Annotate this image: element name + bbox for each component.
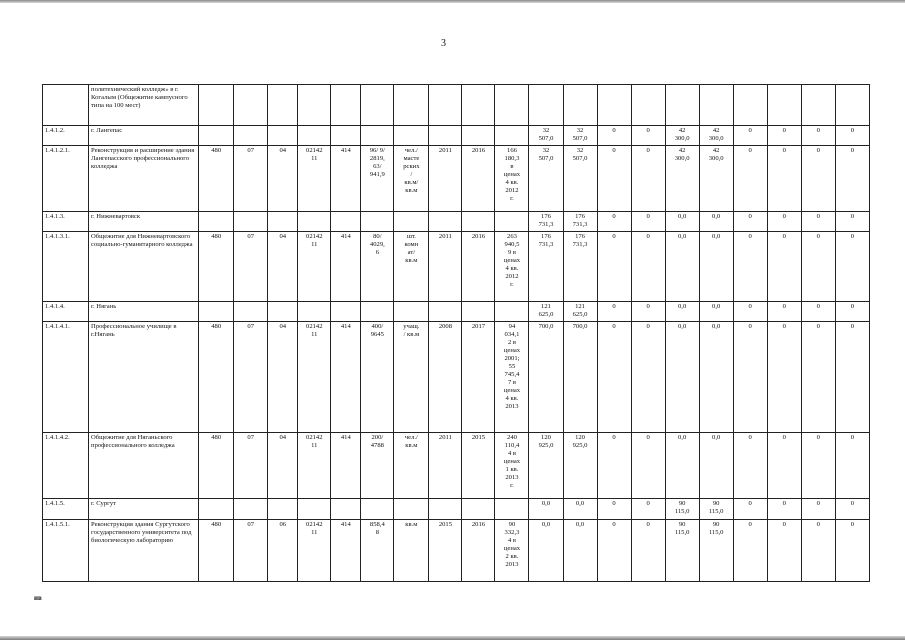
table-cell-c9: 2016 <box>462 146 495 212</box>
table-cell-v8: 0 <box>767 302 801 322</box>
table-cell-v6 <box>699 85 733 126</box>
construction-objects-table <box>42 84 870 582</box>
table-cell-c5: 414 <box>331 433 361 499</box>
table-cell-v10: 0 <box>835 302 869 322</box>
table-cell-c9 <box>462 212 495 232</box>
table-cell-v10: 0 <box>835 146 869 212</box>
table-cell-v2: 32 507,0 <box>563 146 597 212</box>
table-cell-v7: 0 <box>733 302 767 322</box>
table-cell-c7 <box>394 499 429 520</box>
table-cell-v5: 0,0 <box>665 302 699 322</box>
table-row <box>43 85 870 126</box>
table-cell-v8: 0 <box>767 126 801 146</box>
table-cell-v7: 0 <box>733 520 767 582</box>
table-cell-v1: 121 625,0 <box>529 302 563 322</box>
table-row <box>43 433 870 499</box>
table-cell-c10: 94 034,1 2 в ценах 2001; 55 745,4 7 в ценах 4 кв. 2013 <box>495 322 529 433</box>
table-cell-num: 1.4.1.2. <box>43 126 89 146</box>
table-cell-v8 <box>767 85 801 126</box>
table-cell-c3 <box>268 499 298 520</box>
table-cell-name: политехнический колледж» в г. Когалым (Общежитие кампусного типа на 100 мест) <box>89 85 199 126</box>
table-cell-v9: 0 <box>801 232 835 302</box>
table-cell-name: Профессиональное училище в г.Нягань <box>89 322 199 433</box>
table-cell-num <box>43 85 89 126</box>
table-cell-c9: 2015 <box>462 433 495 499</box>
table-cell-v2: 176 731,3 <box>563 212 597 232</box>
table-cell-num: 1.4.1.2.1. <box>43 146 89 212</box>
table-cell-c2: 07 <box>234 232 268 302</box>
table-cell-c5 <box>331 302 361 322</box>
table-cell-c4: 02142 11 <box>298 322 331 433</box>
table-cell-c4 <box>298 499 331 520</box>
table-cell-c3: 04 <box>268 322 298 433</box>
table-cell-v1: 32 507,0 <box>529 126 563 146</box>
table-cell-c8: 2008 <box>429 322 462 433</box>
table-cell-c10 <box>495 499 529 520</box>
table-cell-c1: 480 <box>199 322 234 433</box>
table-cell-c3 <box>268 212 298 232</box>
table-cell-c9 <box>462 499 495 520</box>
table-cell-c4 <box>298 126 331 146</box>
table-cell-c6: 80/ 4029, 6 <box>361 232 394 302</box>
table-cell-c8: 2011 <box>429 146 462 212</box>
table-cell-c7: чел./ масте рских / кв.м/ кв.м <box>394 146 429 212</box>
table-cell-v5: 0,0 <box>665 232 699 302</box>
table-cell-c3: 04 <box>268 433 298 499</box>
table-cell-v5: 0,0 <box>665 433 699 499</box>
table-cell-num: 1.4.1.3. <box>43 212 89 232</box>
table-cell-v5: 0,0 <box>665 322 699 433</box>
table-row <box>43 302 870 322</box>
table-cell-c4 <box>298 302 331 322</box>
table-cell-name: г. Нижневартовск <box>89 212 199 232</box>
table-cell-c3 <box>268 85 298 126</box>
table-cell-v1: 176 731,3 <box>529 232 563 302</box>
table-cell-v7: 0 <box>733 126 767 146</box>
table-row <box>43 232 870 302</box>
table-cell-c10 <box>495 126 529 146</box>
table-cell-c4 <box>298 85 331 126</box>
table-cell-num: 1.4.1.4. <box>43 302 89 322</box>
table-cell-c2: 07 <box>234 146 268 212</box>
table-cell-v7 <box>733 85 767 126</box>
table-cell-c3 <box>268 126 298 146</box>
table-cell-name: г. Сургут <box>89 499 199 520</box>
table-cell-name: г. Нягань <box>89 302 199 322</box>
table-cell-v3: 0 <box>597 232 631 302</box>
table-cell-v6: 0,0 <box>699 302 733 322</box>
table-cell-v10 <box>835 85 869 126</box>
table-cell-c6 <box>361 302 394 322</box>
table-cell-v7: 0 <box>733 212 767 232</box>
table-cell-v3: 0 <box>597 433 631 499</box>
table-cell-name: Общежитие для Няганьского профессионального колледжа <box>89 433 199 499</box>
scan-edge-bottom <box>0 636 905 640</box>
table-cell-c2: 07 <box>234 322 268 433</box>
table-cell-c9 <box>462 85 495 126</box>
table-cell-c2 <box>234 126 268 146</box>
table-cell-v2: 32 507,0 <box>563 126 597 146</box>
table-cell-c6 <box>361 85 394 126</box>
table-cell-v8: 0 <box>767 433 801 499</box>
table-cell-c6: 96/ 9/ 2819, 63/ 941,9 <box>361 146 394 212</box>
table-cell-v3: 0 <box>597 322 631 433</box>
table-cell-v3: 0 <box>597 499 631 520</box>
table-cell-v7: 0 <box>733 322 767 433</box>
table-cell-v2: 120 925,0 <box>563 433 597 499</box>
table-cell-c1 <box>199 85 234 126</box>
table-cell-c1 <box>199 499 234 520</box>
table-cell-c1 <box>199 212 234 232</box>
table-cell-v6: 42 300,0 <box>699 146 733 212</box>
table-cell-c2 <box>234 85 268 126</box>
table-cell-c1: 480 <box>199 232 234 302</box>
table-cell-c8 <box>429 85 462 126</box>
table-cell-name: Реконструкция и расширение здания Лангепасского профессионального колледжа <box>89 146 199 212</box>
table-cell-v6: 42 300,0 <box>699 126 733 146</box>
table-row <box>43 126 870 146</box>
table-cell-c5: 414 <box>331 232 361 302</box>
table-cell-c10: 263 940,5 9 в ценах 4 кв. 2012 г. <box>495 232 529 302</box>
table-cell-v3: 0 <box>597 520 631 582</box>
table-cell-c7: чел./ кв.м <box>394 433 429 499</box>
table-cell-c3: 06 <box>268 520 298 582</box>
table-cell-c6: 858,4 8 <box>361 520 394 582</box>
table-cell-v4: 0 <box>631 322 665 433</box>
table-cell-v6: 0,0 <box>699 212 733 232</box>
table-cell-v10: 0 <box>835 499 869 520</box>
table-cell-c1 <box>199 126 234 146</box>
table-cell-num: 1.4.1.5. <box>43 499 89 520</box>
table-cell-c6 <box>361 126 394 146</box>
table-cell-c7: учащ. / кв.м <box>394 322 429 433</box>
table-cell-v10: 0 <box>835 212 869 232</box>
table-cell-c5 <box>331 126 361 146</box>
table-cell-v2 <box>563 85 597 126</box>
table-cell-v4: 0 <box>631 212 665 232</box>
table-body <box>43 85 870 582</box>
table-cell-v8: 0 <box>767 322 801 433</box>
table-cell-c8 <box>429 126 462 146</box>
table-cell-name: Общежитие для Нижневартовского социально-гуманитарного колледжа <box>89 232 199 302</box>
table-cell-v1: 32 507,0 <box>529 146 563 212</box>
table-cell-v10: 0 <box>835 520 869 582</box>
table-cell-v7: 0 <box>733 146 767 212</box>
table-cell-v1: 176 731,3 <box>529 212 563 232</box>
table-cell-v4: 0 <box>631 146 665 212</box>
table-cell-v2: 0,0 <box>563 499 597 520</box>
table-cell-v9: 0 <box>801 146 835 212</box>
table-cell-v6: 0,0 <box>699 433 733 499</box>
table-cell-v8: 0 <box>767 520 801 582</box>
table-cell-c7: кв.м <box>394 520 429 582</box>
table-cell-c8: 2011 <box>429 232 462 302</box>
table-cell-v5: 42 300,0 <box>665 126 699 146</box>
table-cell-v7: 0 <box>733 433 767 499</box>
table-cell-v3: 0 <box>597 126 631 146</box>
table-cell-name: Реконструкция здания Сургутского государственного университета под биологическую лабораторию <box>89 520 199 582</box>
table-cell-c2 <box>234 302 268 322</box>
table-cell-v3: 0 <box>597 302 631 322</box>
table-cell-c9: 2016 <box>462 520 495 582</box>
table-cell-v1 <box>529 85 563 126</box>
table-cell-v5 <box>665 85 699 126</box>
table-cell-c7 <box>394 126 429 146</box>
table-cell-num: 1.4.1.5.1. <box>43 520 89 582</box>
table-cell-v9: 0 <box>801 212 835 232</box>
table-cell-c8 <box>429 499 462 520</box>
table-cell-c6: 200/ 4788 <box>361 433 394 499</box>
table-cell-v2: 0,0 <box>563 520 597 582</box>
table-cell-c5 <box>331 85 361 126</box>
table-cell-v1: 0,0 <box>529 499 563 520</box>
table-cell-c4 <box>298 212 331 232</box>
table-cell-v6: 90 115,0 <box>699 520 733 582</box>
table-cell-c1 <box>199 302 234 322</box>
table-cell-c6: 400/ 9645 <box>361 322 394 433</box>
table-cell-c1: 480 <box>199 433 234 499</box>
table-cell-c4: 02142 11 <box>298 232 331 302</box>
table-cell-v9: 0 <box>801 126 835 146</box>
table-cell-v6: 0,0 <box>699 232 733 302</box>
table-cell-c5: 414 <box>331 520 361 582</box>
table-row <box>43 520 870 582</box>
table-cell-v8: 0 <box>767 499 801 520</box>
table-cell-v5: 90 115,0 <box>665 499 699 520</box>
table-cell-c3: 04 <box>268 146 298 212</box>
table-cell-c5 <box>331 499 361 520</box>
table-cell-v5: 0,0 <box>665 212 699 232</box>
table-cell-c10 <box>495 85 529 126</box>
table-cell-v9: 0 <box>801 302 835 322</box>
table-cell-v4 <box>631 85 665 126</box>
table-row <box>43 499 870 520</box>
footer-mark: ив <box>34 594 42 602</box>
table-row <box>43 146 870 212</box>
table-cell-c4: 02142 11 <box>298 146 331 212</box>
table-cell-c7 <box>394 212 429 232</box>
table-cell-v3 <box>597 85 631 126</box>
table-cell-c9 <box>462 126 495 146</box>
table-cell-c5 <box>331 212 361 232</box>
table-cell-v10: 0 <box>835 232 869 302</box>
table-cell-v4: 0 <box>631 433 665 499</box>
table-cell-v4: 0 <box>631 126 665 146</box>
table-cell-v6: 90 115,0 <box>699 499 733 520</box>
table-cell-c5: 414 <box>331 146 361 212</box>
table-cell-c6 <box>361 499 394 520</box>
table-cell-c8: 2015 <box>429 520 462 582</box>
table-cell-v2: 121 625,0 <box>563 302 597 322</box>
table-cell-c1: 480 <box>199 146 234 212</box>
table-cell-v3: 0 <box>597 146 631 212</box>
table-cell-v9: 0 <box>801 433 835 499</box>
table-row <box>43 212 870 232</box>
table-cell-num: 1.4.1.3.1. <box>43 232 89 302</box>
table-cell-v1: 700,0 <box>529 322 563 433</box>
table-cell-v5: 90 115,0 <box>665 520 699 582</box>
table-cell-c4: 02142 11 <box>298 520 331 582</box>
table-cell-c10: 240 110,4 4 в ценах 1 кв. 2013 г. <box>495 433 529 499</box>
scan-edge-top <box>0 0 905 3</box>
table-cell-v9: 0 <box>801 520 835 582</box>
table-cell-c6 <box>361 212 394 232</box>
table-cell-c7 <box>394 302 429 322</box>
page-number: 3 <box>441 38 446 49</box>
table-cell-c3: 04 <box>268 232 298 302</box>
table-cell-c10 <box>495 302 529 322</box>
table-cell-c7 <box>394 85 429 126</box>
table-cell-c5: 414 <box>331 322 361 433</box>
table-cell-c8 <box>429 212 462 232</box>
table-cell-c10 <box>495 212 529 232</box>
table-cell-c9: 2016 <box>462 232 495 302</box>
table-cell-v10: 0 <box>835 433 869 499</box>
table-cell-c4: 02142 11 <box>298 433 331 499</box>
table-cell-v1: 0,0 <box>529 520 563 582</box>
table-cell-v7: 0 <box>733 499 767 520</box>
table-cell-v5: 42 300,0 <box>665 146 699 212</box>
table-row <box>43 322 870 433</box>
table-cell-v4: 0 <box>631 302 665 322</box>
table-cell-v7: 0 <box>733 232 767 302</box>
table-cell-c9: 2017 <box>462 322 495 433</box>
table-cell-c8 <box>429 302 462 322</box>
table-cell-v1: 120 925,0 <box>529 433 563 499</box>
table-cell-c2: 07 <box>234 520 268 582</box>
table-cell-c2 <box>234 499 268 520</box>
table-cell-v6: 0,0 <box>699 322 733 433</box>
table-cell-v2: 176 731,3 <box>563 232 597 302</box>
table-cell-c8: 2011 <box>429 433 462 499</box>
table-cell-v10: 0 <box>835 126 869 146</box>
table-cell-c7: шт. комн ат/ кв.м <box>394 232 429 302</box>
table-cell-v9 <box>801 85 835 126</box>
table-cell-c10: 90 332,3 4 в ценах 2 кв. 2013 <box>495 520 529 582</box>
table-cell-num: 1.4.1.4.1. <box>43 322 89 433</box>
table-cell-v10: 0 <box>835 322 869 433</box>
table-cell-v8: 0 <box>767 146 801 212</box>
table-cell-c10: 166 180,3 в ценах 4 кв. 2012 г. <box>495 146 529 212</box>
table-cell-v3: 0 <box>597 212 631 232</box>
table-cell-v4: 0 <box>631 499 665 520</box>
table-cell-name: г. Лангепас <box>89 126 199 146</box>
table-cell-v2: 700,0 <box>563 322 597 433</box>
table-cell-v4: 0 <box>631 232 665 302</box>
table-cell-v8: 0 <box>767 232 801 302</box>
table-cell-v9: 0 <box>801 322 835 433</box>
table-cell-v8: 0 <box>767 212 801 232</box>
table-cell-c9 <box>462 302 495 322</box>
table-cell-c2: 07 <box>234 433 268 499</box>
table-cell-c2 <box>234 212 268 232</box>
table-cell-c1: 480 <box>199 520 234 582</box>
table-cell-v9: 0 <box>801 499 835 520</box>
table-cell-c3 <box>268 302 298 322</box>
table-cell-v4: 0 <box>631 520 665 582</box>
table-cell-num: 1.4.1.4.2. <box>43 433 89 499</box>
